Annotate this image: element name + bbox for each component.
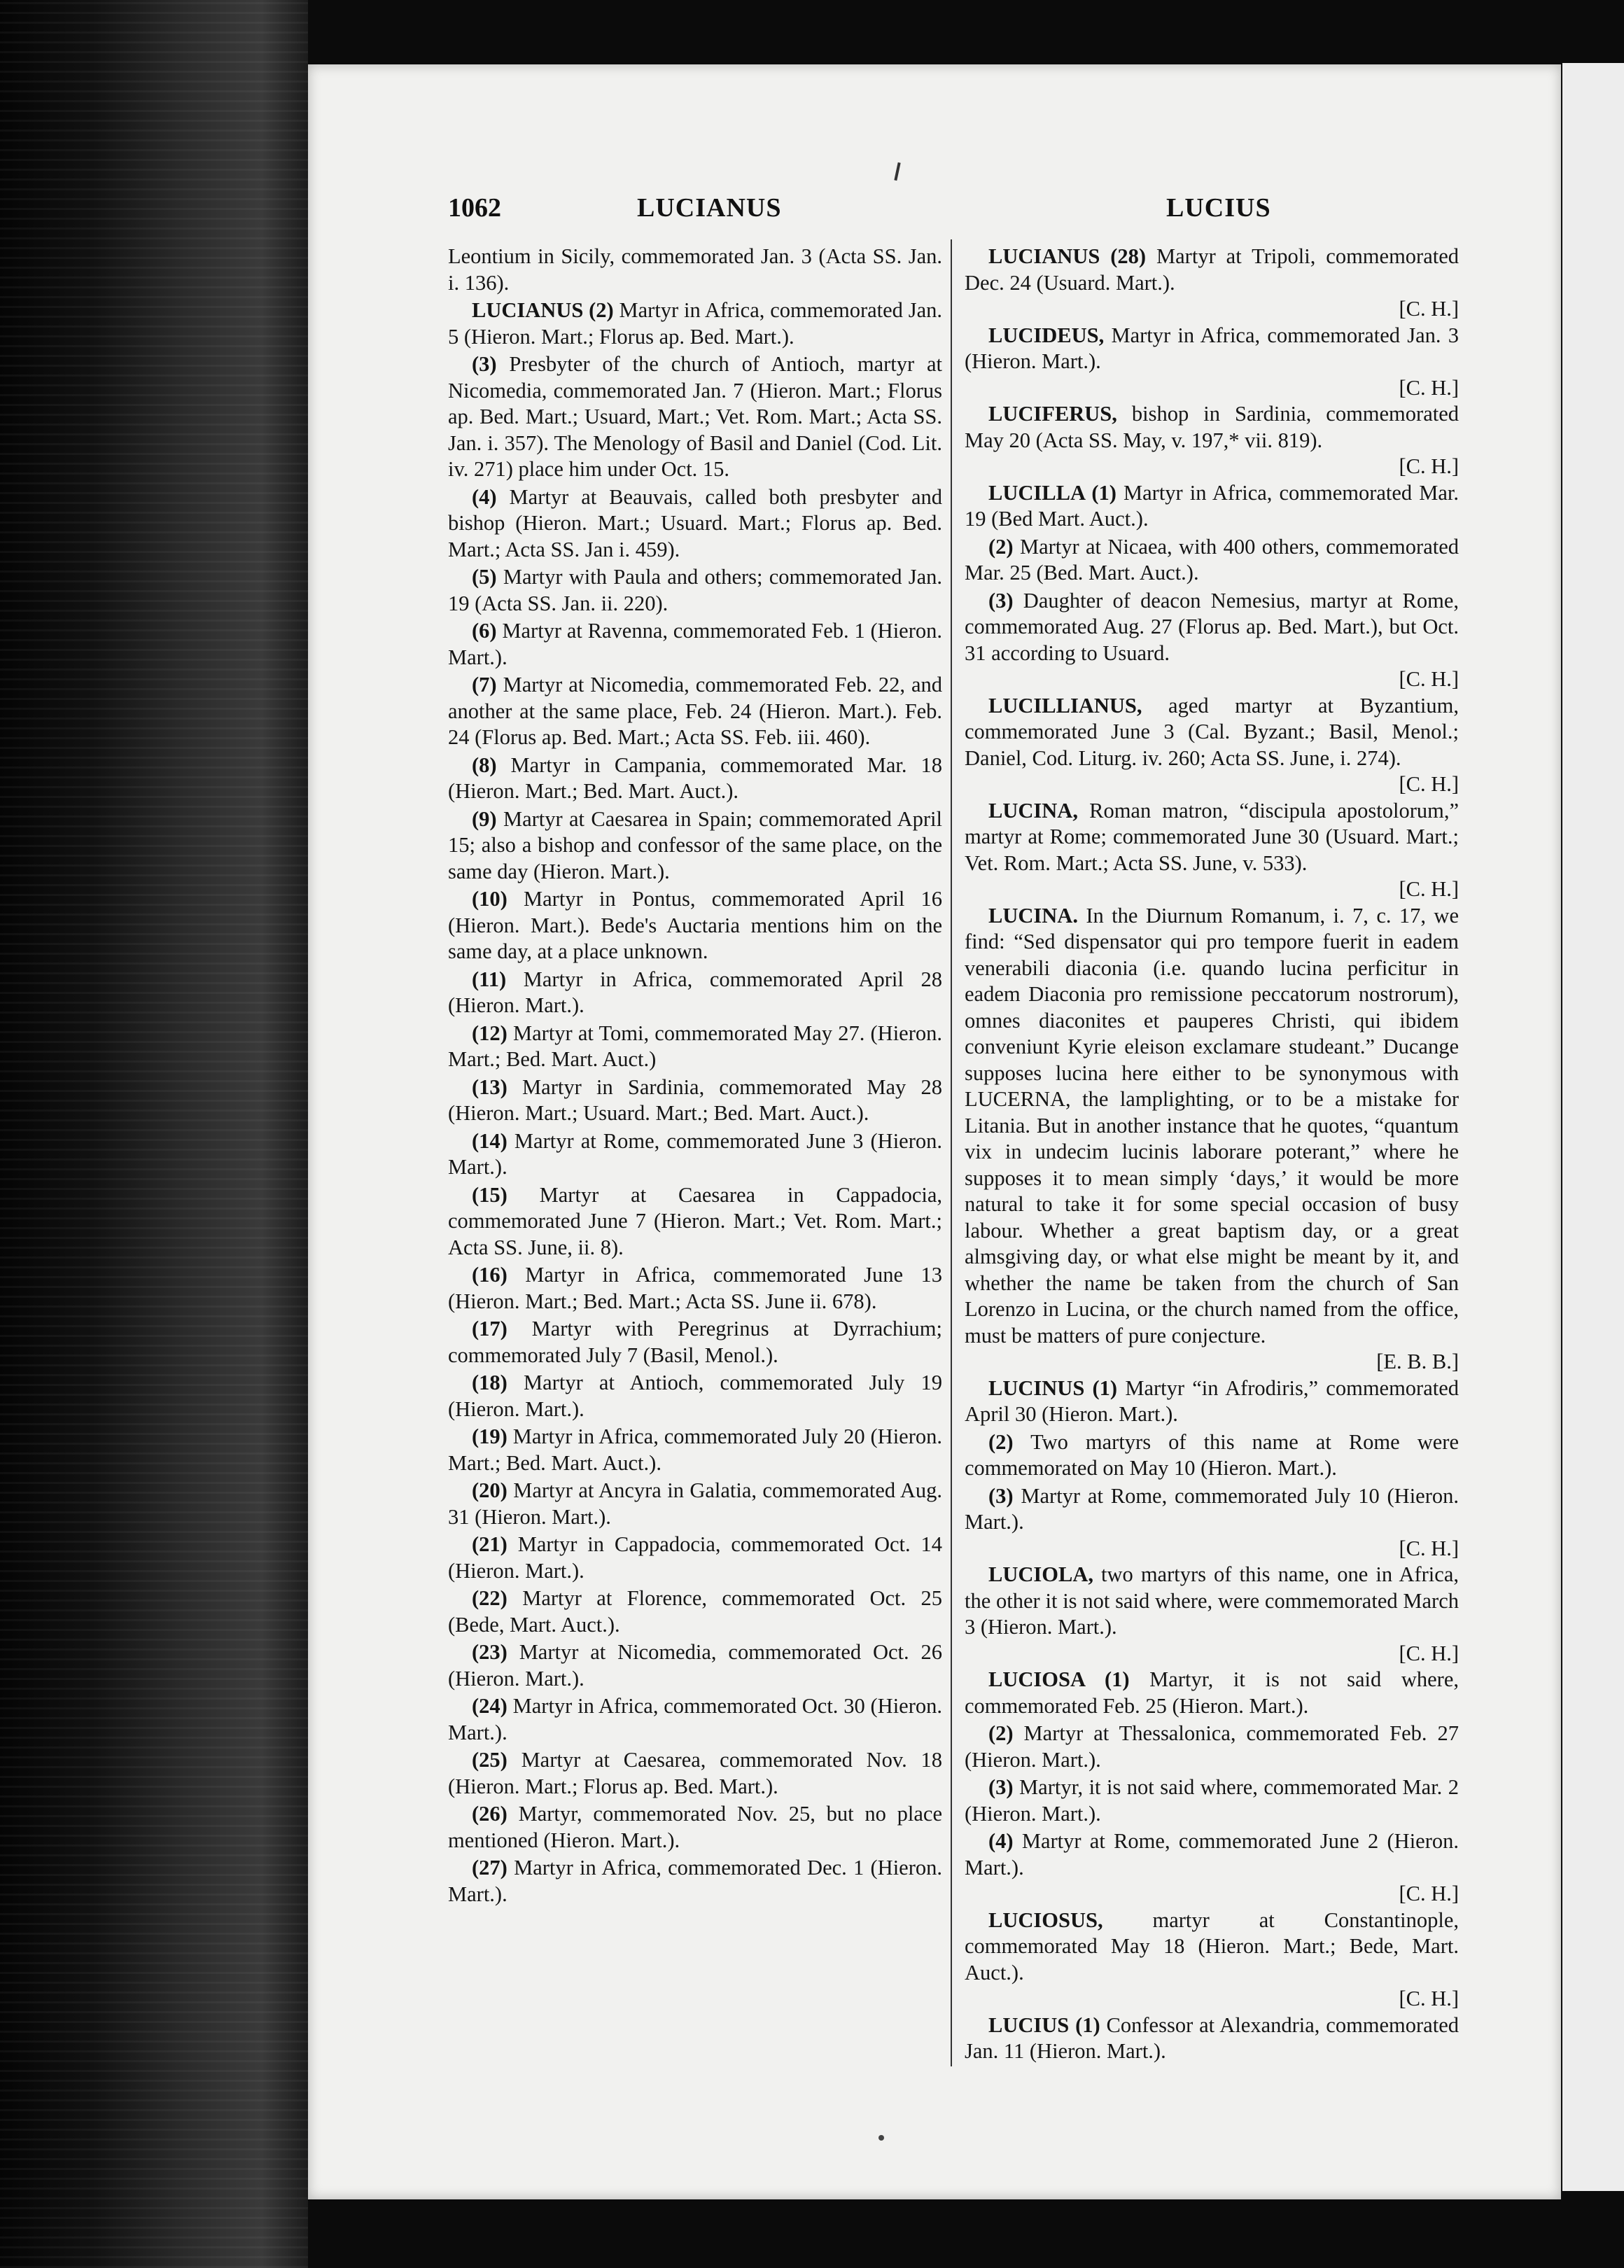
dictionary-entry [965,798,1459,877]
entry-headword: LUCINUS (1) [988,1376,1118,1400]
entry-headword: (9) [472,806,497,831]
entry-headword: (2) [988,534,1014,559]
entry-headword: LUCIOLA, [988,1562,1093,1586]
dictionary-entry [448,1747,942,1800]
page-header [308,192,1561,234]
entry-headword: (11) [472,967,507,991]
entry-text: Martyr at Nicomedia, commemorated Oct. 26 (Hieron. Mart.). [448,1640,942,1690]
entry-headword: LUCILLIANUS, [988,693,1142,718]
entry-text: Martyr in Sardinia, commemorated May 28 (Hieron. Mart.; Usuard. Mart.; Bed. Mart. Auct.). [448,1074,942,1125]
contributor-initials: [C. H.] [1399,1641,1459,1665]
dictionary-entry [448,886,942,965]
dictionary-entry [965,401,1459,454]
entry-text: Martyr with Peregrinus at Dyrrachium; commemorated July 7 (Basil, Menol.). [448,1317,942,1367]
entry-text: Martyr in Africa, commemorated Mar. 19 (Bed Mart. Auct.). [965,480,1459,531]
entry-headword: (26) [472,1802,507,1826]
entry-headword: (2) [988,1429,1014,1454]
microfilm-left-margin [0,0,308,2268]
dictionary-entry [448,1424,942,1476]
entry-headword: (25) [472,1748,507,1772]
contributor-initials: [C. H.] [1399,375,1459,400]
entry-headword: (2) [988,1721,1014,1745]
entry-headword: (14) [472,1128,507,1153]
contributor-initials: [C. H.] [1399,297,1459,321]
entry-headword: LUCINA, [988,798,1078,822]
dictionary-entry [965,1721,1459,1773]
entry-headword: (7) [472,673,497,696]
entry-headword: (20) [472,1478,507,1502]
running-title-left: LUCIANUS [637,193,782,223]
page-number: 1062 [448,193,501,223]
entry-text: Martyr, it is not said where, commemorated Mar. 2 (Hieron. Mart.). [965,1775,1459,1826]
contributor-initials: [C. H.] [1399,877,1459,901]
entry-headword: (8) [472,752,497,777]
dictionary-entry [448,967,942,1019]
dictionary-entry [448,564,942,617]
entry-text: Martyr at Ravenna, commemorated Feb. 1 (Hieron. Mart.). [448,619,942,669]
entry-headword: (4) [988,1829,1014,1853]
dictionary-entry [448,244,942,296]
entry-text: Martyr at Nicomedia, commemorated Feb. 22, and another at the same place, Feb. 24 (Hieron. Mart.). Feb. 24 (Florus ap. Bed. Mart.; Acta SS. Feb. iii. 460). [448,673,942,749]
contributor-initials: [E. B. B.] [1376,1350,1459,1373]
entry-text: In the Diurnum Romanum, i. 7, c. 17, we find: “Sed dispensator qui pro tempore fuerit in eadem venerabili diaconia (i.e. quando lucina perficitur in eadem Diaconia pro remissione peccatorum nostrorum), omnes diaconites et pauperes Christi, qui ibidem conveniunt Kyrie eleison exclamare studeant.” Ducange supposes lucina here either to be synonymous with LUCERNA, the lamplighting, or to be a mistake for Litania. But in another instance that he quotes, “quantum vix in undecim lucinis laborare poterant,” where he supposes it to mean simply ‘days,’ it would be more natural to take it for some special occasion of busy labour. Whether a great baptism day, or a great almsgiving day, or what else might be meant by it, and whether the name be taken from the church of San Lorenzo in Lucina, or the church named from the office, must be matters of pure conjecture. [965,903,1459,1348]
entry-text: Martyr in Africa, commemorated July 20 (Hieron. Mart.; Bed. Mart. Auct.). [448,1424,942,1475]
entry-headword: (24) [472,1694,507,1718]
entry-text: Martyr at Florence, commemorated Oct. 25 (Bede, Mart. Auct.). [448,1586,942,1637]
dictionary-entry [965,903,1459,1350]
dictionary-entry [448,1586,942,1638]
running-title-right: LUCIUS [1166,193,1271,223]
entry-headword: (17) [472,1317,507,1340]
entry-headword: (3) [988,588,1014,612]
entry-text: Martyr at Caesarea, commemorated Nov. 18 (Hieron. Mart.; Florus ap. Bed. Mart.). [448,1748,942,1798]
dictionary-entry [448,1801,942,1854]
entry-text: Martyr at Ancyra in Galatia, commemorated Aug. 31 (Hieron. Mart.). [448,1478,942,1529]
entry-headword: (3) [988,1775,1014,1799]
entry-text: Martyr at Caesarea in Spain; commemorated April 15; also a bishop and confessor of the same place, on the same day (Hieron. Mart.). [448,806,942,883]
entry-text: aged martyr at Byzantium, commemorated June 3 (Cal. Byzant.; Basil, Menol.; Daniel, Cod. Liturg. iv. 260; Acta SS. June, i. 274). [965,693,1459,770]
entry-text: Martyr in Africa, commemorated Dec. 1 (Hieron. Mart.). [448,1856,942,1906]
entry-headword: (3) [472,352,497,376]
entry-text: martyr at Constantinople, commemorated May 18 (Hieron. Mart.; Bede, Mart. Auct.). [965,1907,1459,1984]
entry-text: Martyr in Africa, commemorated June 13 (Hieron. Mart.; Bed. Mart.; Acta SS. June ii. 678). [448,1263,942,1313]
contributor-initials: [C. H.] [1399,454,1459,478]
contributor-initials: [C. H.] [1399,1987,1459,2010]
dictionary-entry [448,1855,942,1907]
book-page [308,64,1561,2199]
contributor-initials: [C. H.] [1399,1882,1459,1905]
entry-text: Daughter of deacon Nemesius, martyr at Rome, commemorated Aug. 27 (Florus ap. Bed. Mart.), but Oct. 31 according to Usuard. [965,588,1459,665]
entry-headword: (23) [472,1640,507,1664]
entry-headword: (6) [472,619,497,643]
entry-text: Martyr in Africa, commemorated Jan. 5 (Hieron. Mart.; Florus ap. Bed. Mart.). [448,298,942,349]
dictionary-entry [448,1532,942,1584]
dictionary-entry [448,1370,942,1422]
entry-text: Two martyrs of this name at Rome were commemorated on May 10 (Hieron. Mart.). [965,1429,1459,1480]
left-column [448,244,942,1909]
entry-text: Martyr at Tripoli, commemorated Dec. 24 (Usuard. Mart.). [965,244,1459,295]
entry-text: Martyr in Pontus, commemorated April 16 (Hieron. Mart.). Bede's Auctaria mentions him on the same day, at a place unknown. [448,887,942,963]
dictionary-entry [448,618,942,671]
entry-headword: LUCIDEUS, [988,323,1105,347]
dictionary-entry [965,588,1459,667]
entry-text: Martyr at Tomi, commemorated May 27. (Hieron. Mart.; Bed. Mart. Auct.) [448,1021,942,1071]
dictionary-entry [965,1907,1459,1987]
dictionary-entry [965,2012,1459,2065]
dictionary-entry [965,1828,1459,1881]
entry-headword: LUCIFERUS, [988,402,1117,426]
dictionary-entry [965,1774,1459,1827]
entry-headword: LUCIOSUS, [988,1907,1103,1932]
entry-text: Presbyter of the church of Antioch, martyr at Nicomedia, commemorated Jan. 7 (Hieron. Mart.; Florus ap. Bed. Mart.; Usuard, Mart.; Vet. Rom. Mart.; Acta SS. Jan. i. 357). The Menology of Basil and Daniel (Cod. Lit. iv. 271) place him under Oct. 15. [448,352,942,481]
dictionary-entry [448,1182,942,1261]
next-page-edge [1562,63,1624,2191]
entry-headword: LUCIUS (1) [988,2012,1100,2037]
dictionary-entry [448,1262,942,1315]
dictionary-entry [448,752,942,805]
contributor-initials: [C. H.] [1399,1536,1459,1560]
entry-headword: (21) [472,1532,507,1556]
entry-text: Martyr with Paula and others; commemorated Jan. 19 (Acta SS. Jan. ii. 220). [448,565,942,615]
dictionary-entry [448,298,942,350]
entry-text: Confessor at Alexandria, commemorated Jan. 11 (Hieron. Mart.). [965,2012,1459,2063]
contributor-initials: [C. H.] [1399,772,1459,796]
dictionary-entry [965,1376,1459,1428]
entry-text: Martyr in Africa, commemorated Jan. 3 (Hieron. Mart.). [965,323,1459,373]
dictionary-entry [448,1021,942,1073]
ink-mark [894,162,900,181]
entry-text: Martyr at Caesarea in Cappadocia, commemorated June 7 (Hieron. Mart.; Vet. Rom. Mart.; Acta SS. June, ii. 8). [448,1182,942,1259]
entry-headword: LUCIANUS (2) [472,298,614,322]
dictionary-entry [965,323,1459,375]
dictionary-entry [965,1483,1459,1536]
entry-headword: (5) [472,565,497,589]
entry-text: Martyr, it is not said where, commemorated Feb. 25 (Hieron. Mart.). [965,1667,1459,1718]
entry-text: Martyr in Africa, commemorated Oct. 30 (Hieron. Mart.). [448,1694,942,1744]
entry-text: Roman matron, “discipula apostolorum,” martyr at Rome; commemorated June 30 (Usuard. Mart.; Vet. Rom. Mart.; Acta SS. June, v. 533). [965,798,1459,875]
entry-text: two martyrs of this name, one in Africa, the other it is not said where, were commemorated March 3 (Hieron. Mart.). [965,1562,1459,1639]
entry-headword: LUCINA. [988,903,1078,927]
entry-text: Martyr in Campania, commemorated Mar. 18 (Hieron. Mart.; Bed. Mart. Auct.). [448,752,942,803]
entry-headword: (13) [472,1074,507,1099]
entry-headword: (19) [472,1424,507,1448]
entry-text: Martyr “in Afrodiris,” commemorated April 30 (Hieron. Mart.). [965,1376,1460,1426]
entry-headword: (4) [472,484,497,509]
entry-headword: (18) [472,1371,507,1394]
dictionary-entry [448,484,942,564]
entry-text: Martyr at Antioch, commemorated July 19 (Hieron. Mart.). [448,1371,942,1421]
entry-headword: (3) [988,1483,1014,1508]
dictionary-entry [965,534,1459,587]
contributor-initials: [C. H.] [1399,667,1459,691]
dictionary-entry [965,480,1459,533]
entry-text: Martyr at Beauvais, called both presbyter and bishop (Hieron. Mart.; Usuard. Mart.; Florus ap. Bed. Mart.; Acta SS. Jan i. 459). [448,484,942,561]
dictionary-entry [965,244,1459,296]
entry-headword: (15) [472,1182,507,1207]
entry-headword: (10) [472,887,507,911]
speck [878,2135,884,2141]
entry-headword: LUCILLA (1) [988,480,1116,505]
entry-text: Martyr at Rome, commemorated July 10 (Hieron. Mart.). [965,1483,1459,1534]
entry-text: Martyr in Cappadocia, commemorated Oct. 14 (Hieron. Mart.). [448,1532,942,1583]
dictionary-entry [965,1667,1459,1719]
column-divider [951,239,952,2066]
entry-headword: (22) [472,1586,507,1610]
dictionary-entry [448,1693,942,1746]
entry-headword: LUCIOSA (1) [988,1667,1130,1691]
entry-text: Martyr at Rome, commemorated June 3 (Hieron. Mart.). [448,1128,942,1179]
dictionary-entry [965,1562,1459,1641]
entry-text: Martyr at Thessalonica, commemorated Feb. 27 (Hieron. Mart.). [965,1721,1459,1772]
dictionary-entry [448,1074,942,1127]
dictionary-entry [448,351,942,483]
dictionary-entry [965,693,1459,772]
entry-headword: LUCIANUS (28) [988,244,1147,268]
entry-headword: (27) [472,1856,507,1879]
entry-headword: (12) [472,1021,507,1045]
entry-text: Martyr at Nicaea, with 400 others, commemorated Mar. 25 (Bed. Mart. Auct.). [965,534,1459,584]
dictionary-entry [965,1429,1459,1482]
dictionary-entry [448,1128,942,1181]
dictionary-entry [448,1639,942,1692]
entry-text: bishop in Sardinia, commemorated May 20 (Acta SS. May, v. 197,* vii. 819). [965,402,1459,452]
entry-text: Leontium in Sicily, commemorated Jan. 3 (Acta SS. Jan. i. 136). [448,244,942,295]
dictionary-entry [448,672,942,751]
dictionary-entry [448,806,942,886]
entry-text: Martyr, commemorated Nov. 25, but no place mentioned (Hieron. Mart.). [448,1802,942,1852]
entry-text: Martyr in Africa, commemorated April 28 (Hieron. Mart.). [448,967,942,1017]
entry-text: Martyr at Rome, commemorated June 2 (Hieron. Mart.). [965,1829,1459,1879]
right-column [965,244,1459,2066]
dictionary-entry [448,1316,942,1368]
dictionary-entry [448,1478,942,1530]
entry-headword: (16) [472,1263,507,1287]
